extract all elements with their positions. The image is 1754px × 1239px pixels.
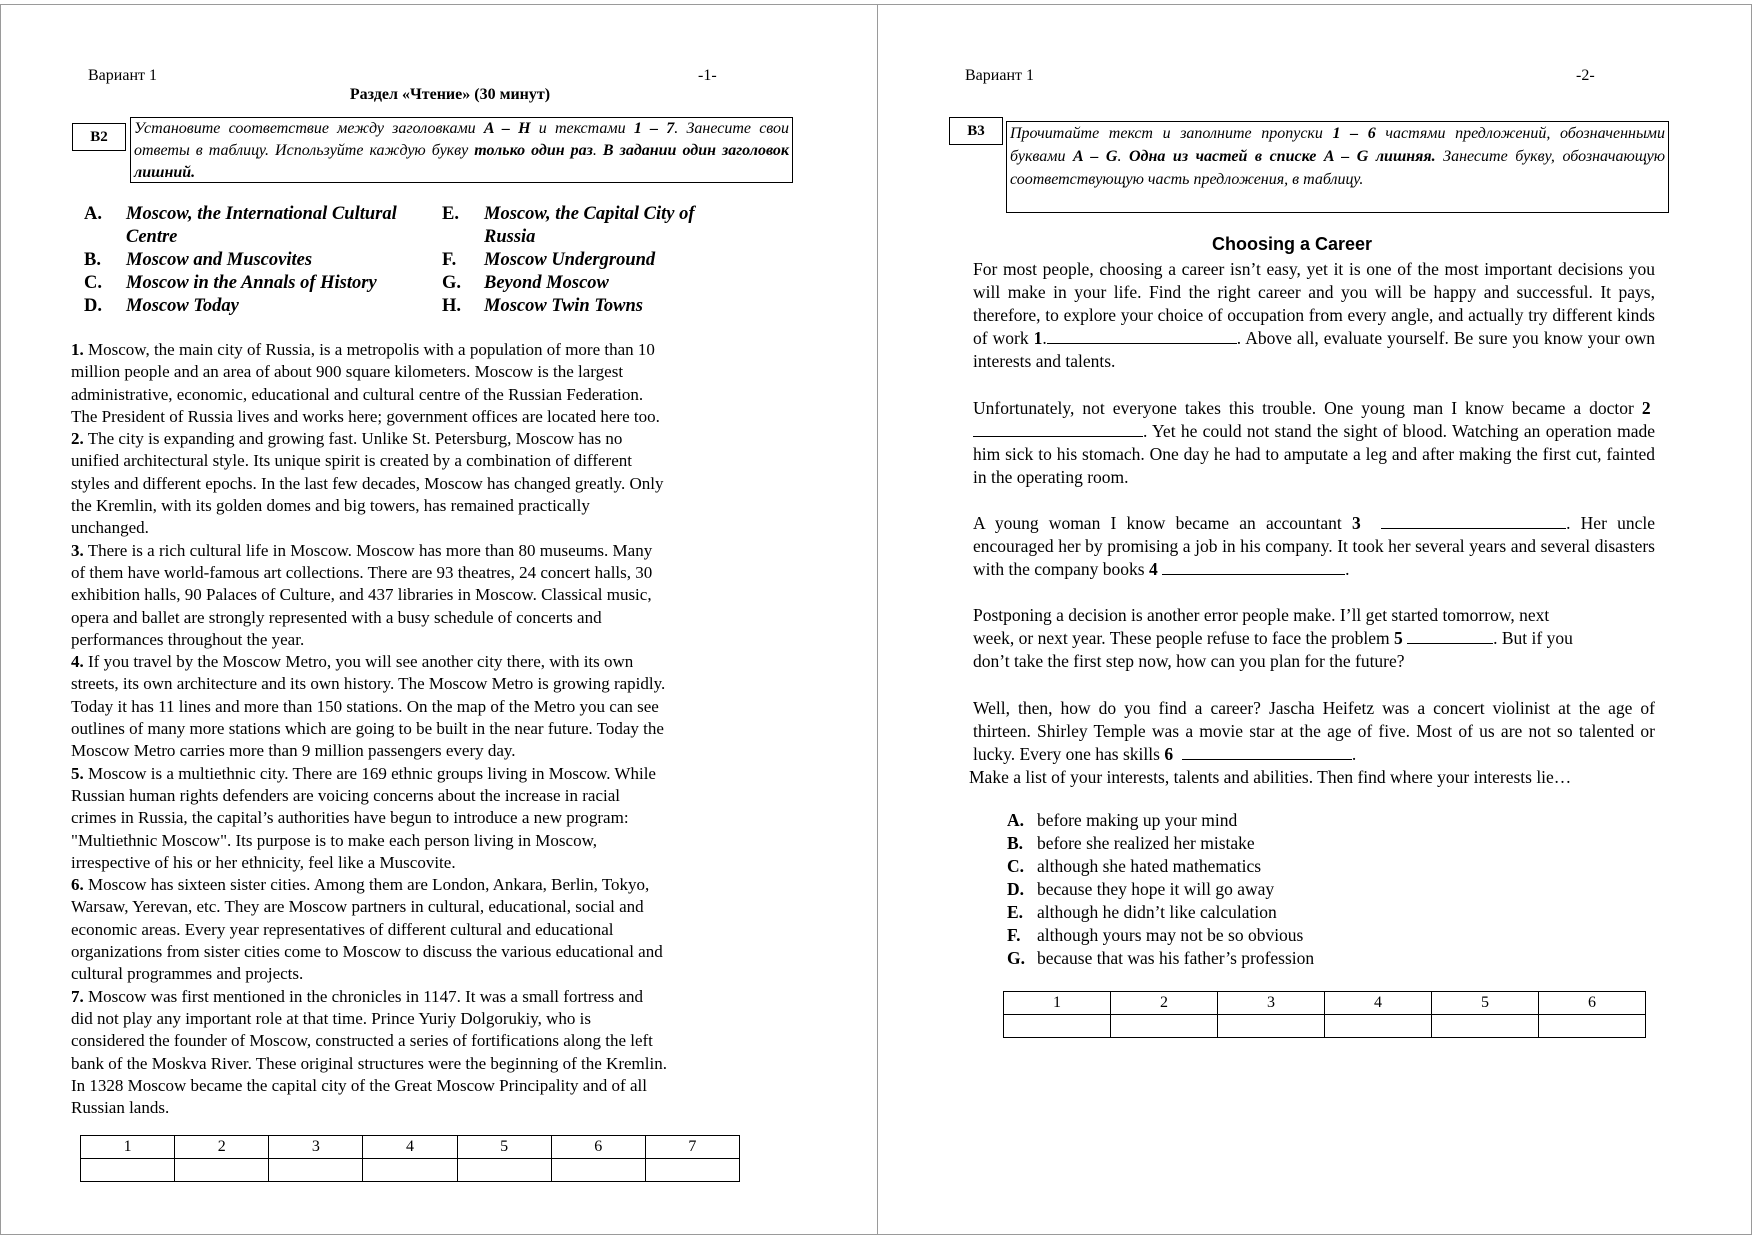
answer-column-number: 4	[1325, 992, 1432, 1015]
line-text: organizations from sister cities come to Moscow to discuss the various educational and	[71, 942, 663, 962]
option-letter: G.	[1007, 948, 1025, 968]
paragraph-2: Unfortunately, not everyone takes this trouble. One young man I know became a doctor 2 . Yet he could not stand the sight of blood. Watching an operation made him sick to his stomach. One day he had to amputate a leg and after making the first cut, fainted in the operating room.	[973, 398, 1655, 487]
answer-column-number: 6	[551, 1136, 645, 1159]
gap-number: 5	[1393, 628, 1403, 648]
answer-table	[1003, 991, 1646, 1038]
text-line	[71, 785, 761, 807]
line-text: million people and an area of about 900 square kilometers. Moscow is the largest	[71, 362, 624, 382]
text-line	[71, 963, 761, 985]
answer-column-number: 2	[175, 1136, 269, 1159]
text-line	[71, 1075, 761, 1097]
option-item	[1007, 901, 1277, 924]
line-text: considered the founder of Moscow, constructed a series of fortifications along the left	[71, 1031, 653, 1051]
text-line	[71, 562, 761, 584]
line-text: There is a rich cultural life in Moscow. Moscow has more than 80 museums. Many	[83, 540, 653, 560]
line-text: Russian lands.	[71, 1098, 170, 1118]
gap-number: 4	[1148, 559, 1158, 579]
answer-cell[interactable]	[457, 1159, 551, 1182]
text-line	[71, 852, 761, 874]
text-line	[71, 673, 761, 695]
text-line	[71, 740, 761, 762]
gap-blank	[1047, 328, 1237, 344]
line-text: Today it has 11 lines and more than 150 stations. On the map of the Metro you can see	[71, 696, 659, 716]
gap-number: 1	[1033, 328, 1043, 348]
option-letter: A.	[1007, 810, 1025, 830]
answer-column-number: 2	[1111, 992, 1218, 1015]
answer-cell[interactable]	[1539, 1015, 1646, 1038]
paragraph-number: 3.	[71, 540, 84, 560]
right-page	[877, 0, 1750, 1239]
line-text: did not play any important role at that time. Prince Yuriy Dolgorukiy, who is	[71, 1008, 591, 1028]
answer-cell[interactable]	[645, 1159, 739, 1182]
option-text: before making up your mind	[1037, 810, 1238, 830]
answer-cell[interactable]	[1218, 1015, 1325, 1038]
left-page: Вариант 1 -1- Раздел «Чтение» (30 минут) B2 Установите соответствие между заголовками A – H и текстами 1 – 7. Занесите свои ответы в таблицу. Используйте каждую букву только один раз. В задании один заголовок лишний. A. Moscow, the International Cultural Centre B. Moscow and Muscovites C. Moscow in the Annals of History D. Moscow Today E. Moscow, the Capital City of Russia F. Moscow Underground G. Beyond Moscow H. Moscow Twin Towns 1. Moscow, the main city of Russia, is a metropolis with a population of more than 10 million people and an area of about 900 square kilometers. Moscow is the largest administrative, economic, educational and cultural centre of the Russian Federation. The President of Russia lives and works here; government offices are located here too. 2. The city is expanding and growing fast. Unlike St. Petersburg, Moscow has no unified architectural style. Its unique spirit is created by a combination of different styles and different epochs. In the last few decades, Moscow has changed greatly. Only the Kremlin, with its golden domes and big towers, has remained practically unchanged. 3. There is a rich cultural life in Moscow. Moscow has more than 80 museums. Many of them have world-famous art collections. There are 93 theatres, 24 concert halls, 30 exhibition halls, 90 Palaces of Culture, and 437 libraries in Moscow. Classical music, opera and ballet are strongly represented with a busy schedule of concerts and performances throughout the year. 4. If you travel by the Moscow Metro, you will see another city there, with its own streets, its own architecture and its own history. The Moscow Metro is growing rapidly. Today it has 11 lines and more than 150 stations. On the map of the Metro you can see outlines of many more stations which are going to be built in the near future. Today the Moscow Metro carries more than 9 million passengers every day. 5. Moscow is a multiethnic city. There are 169 ethnic groups living in Moscow. While Russian human rights defenders are voicing concerns about the increase in racial crimes in Russia, the capital’s authorities have begun to introduce a new program: "Multiethnic Moscow". Its purpose is to make each person living in Moscow, irrespective of his or her ethnicity, feel like a Muscovite. 6. Moscow has sixteen sister cities. Among them are London, Ankara, Berlin, Tokyo, Warsaw, Yerevan, etc. They are Moscow partners in cultural, educational, social and economic areas. Every year representatives of different cultural and educational organizations from sister cities come to Moscow to discuss the various educational and cultural programmes and projects. 7. Moscow was first mentioned in the chronicles in 1147. It was a small fortress and did not play any important role at that time. Prince Yuriy Dolgorukiy, who is considered the founder of Moscow, constructed a series of fortifications along the left bank of the Moskva River. These original structures were the beginning of the Kremlin. In 1328 Moscow became the capital city of the Great Moscow Principality and of all Russian lands. 1 2 3 4 5 6 7	[0, 0, 876, 1239]
answer-cell[interactable]	[1004, 1015, 1111, 1038]
page-number: -2-	[1576, 67, 1595, 84]
text-line	[71, 874, 761, 896]
option-item	[1007, 924, 1303, 947]
reading-text	[71, 339, 761, 1119]
answer-cell[interactable]	[1325, 1015, 1432, 1038]
line-text: styles and different epochs. In the last few decades, Moscow has changed greatly. Only	[71, 473, 664, 493]
paragraph-number: 2.	[71, 429, 84, 449]
option-letter: B.	[1007, 833, 1024, 853]
gap-number: 6	[1164, 744, 1174, 764]
line-text: Moscow Metro carries more than 9 million passengers every day.	[71, 741, 516, 761]
line-text: streets, its own architecture and its own history. The Moscow Metro is growing rapidly.	[71, 674, 666, 694]
paragraph-number: 5.	[71, 763, 84, 783]
text-line	[71, 584, 761, 606]
text-line	[71, 763, 761, 785]
text-line	[71, 406, 761, 428]
option-text: although he didn’t like calculation	[1037, 902, 1277, 922]
text-line	[71, 1053, 761, 1075]
line-text: The President of Russia lives and works here; government offices are located here too.	[71, 406, 660, 426]
line-text: outlines of many more stations which are going to be built in the near future. Today the	[71, 719, 664, 739]
task-instruction: Установите соответствие между заголовками A – H и текстами 1 – 7. Занесите свои ответы в таблицу. Используйте каждую букву только один раз. В задании один заголовок лишний.	[130, 117, 793, 183]
answer-column-number: 3	[1218, 992, 1325, 1015]
line-text: Moscow, the main city of Russia, is a metropolis with a population of more than 10	[83, 340, 655, 359]
line-text: exhibition halls, 90 Palaces of Culture, and 437 libraries in Moscow. Classical music,	[71, 585, 652, 605]
text-line	[71, 941, 761, 963]
option-text: although yours may not be so obvious	[1037, 925, 1304, 945]
text-line	[71, 540, 761, 562]
text-line	[71, 1008, 761, 1030]
line-text: In 1328 Moscow became the capital city of the Great Moscow Principality and of all	[71, 1075, 647, 1095]
text-line	[71, 473, 761, 495]
gap-blank	[1162, 559, 1345, 575]
text-line	[71, 919, 761, 941]
option-letter: F.	[1007, 925, 1021, 945]
variant-label: Вариант 1	[88, 67, 157, 84]
option-text: although she hated mathematics	[1037, 856, 1262, 876]
gap-number: 2	[1641, 398, 1651, 418]
answer-column-number: 4	[363, 1136, 457, 1159]
text-line	[71, 450, 761, 472]
paragraph-number: 7.	[71, 986, 84, 1006]
text-line	[71, 384, 761, 406]
text-line	[71, 517, 761, 539]
line-text: crimes in Russia, the capital’s authorities have begun to introduce a new program:	[71, 808, 629, 828]
page-number: -1-	[698, 67, 717, 84]
answer-column-number: 5	[1432, 992, 1539, 1015]
paragraph-1: For most people, choosing a career isn’t easy, yet it is one of the most important decisions you will make in your life. Find the right career and you will be happy and successful. It pays, therefore, to explore your choice of occupation from every angle, and actually try different kinds of work 1. . Above all, evaluate yourself. Be sure you know your own interests and talents.	[973, 259, 1655, 371]
line-text: the Kremlin, with its golden domes and big towers, has remained practically	[71, 496, 590, 516]
text-line	[71, 361, 761, 383]
text-line	[71, 1030, 761, 1052]
text-line	[71, 607, 761, 629]
answer-cell[interactable]	[1432, 1015, 1539, 1038]
line-text: unchanged.	[71, 518, 149, 538]
text-line	[71, 495, 761, 517]
line-text: economic areas. Every year representatives of different cultural and educational	[71, 919, 614, 939]
text-line	[71, 428, 761, 450]
gap-blank	[973, 421, 1143, 437]
line-text: Moscow is a multiethnic city. There are 169 ethnic groups living in Moscow. While	[83, 763, 656, 783]
task-instruction: Прочитайте текст и заполните пропуски 1 – 6 частями предложений, обозначенными буквами A – G. Одна из частей в списке A – G лишняя. Занесите букву, обозначающую соответствующую часть предложения, в таблицу.	[1006, 121, 1669, 213]
answer-cell[interactable]	[81, 1159, 175, 1182]
line-text: unified architectural style. Its unique spirit is created by a combination of different	[71, 451, 632, 471]
option-text: because they hope it will go away	[1037, 879, 1275, 899]
text-line	[71, 896, 761, 918]
paragraph-4: Postponing a decision is another error people make. I’ll get started tomorrow, next week, or next year. These people refuse to face the problem 5 . But if you don’t take the first step now, how can you plan for the future?	[973, 605, 1573, 671]
answer-column-number: 6	[1539, 992, 1646, 1015]
option-item	[1007, 855, 1261, 878]
gap-number: 3	[1351, 513, 1361, 533]
answer-cell[interactable]	[551, 1159, 645, 1182]
option-item	[1007, 809, 1237, 832]
option-text: before she realized her mistake	[1037, 833, 1255, 853]
paragraph-5-last-line: Make a list of your interests, talents and abilities. Then find where your interests lie…	[969, 767, 1572, 787]
line-text: cultural programmes and projects.	[71, 964, 304, 984]
paragraph-3: A young woman I know became an accountant 3 . Her uncle encouraged her by promising a job in his company. It took her several years and several disasters with the company books 4 .	[973, 513, 1655, 579]
answer-cell[interactable]	[269, 1159, 363, 1182]
paragraph-number: 4.	[71, 652, 84, 672]
line-text: irrespective of his or her ethnicity, feel like a Muscovite.	[71, 852, 456, 872]
option-item	[1007, 947, 1314, 970]
gap-blank	[1182, 744, 1352, 760]
gap-blank	[1407, 628, 1493, 644]
line-text: Moscow was first mentioned in the chronicles in 1147. It was a small fortress and	[83, 986, 644, 1006]
variant-label: Вариант 1	[965, 67, 1034, 84]
line-text: If you travel by the Moscow Metro, you will see another city there, with its own	[83, 652, 634, 672]
line-text: Moscow has sixteen sister cities. Among them are London, Ankara, Berlin, Tokyo,	[83, 875, 650, 895]
text-line	[71, 986, 761, 1008]
text-line	[71, 696, 761, 718]
text-line	[71, 629, 761, 651]
task-tag: B3	[949, 117, 1003, 145]
line-text: of them have world-famous art collections. There are 93 theatres, 24 concert halls, 30	[71, 562, 653, 582]
line-text: "Multiethnic Moscow". Its purpose is to make each person living in Moscow,	[71, 830, 598, 850]
option-letter: D.	[1007, 879, 1025, 899]
answer-column-number: 1	[1004, 992, 1111, 1015]
text-line	[71, 807, 761, 829]
answer-column-number: 1	[81, 1136, 175, 1159]
answer-column-number: 5	[457, 1136, 551, 1159]
option-item	[1007, 832, 1255, 855]
paragraph-5: Well, then, how do you find a career? Jascha Heifetz was a concert violinist at the age of thirteen. Shirley Temple was a movie star at the age of five. Most of us are not so talented or lucky. Every one has skills 6 .	[973, 698, 1655, 764]
line-text: opera and ballet are strongly represented with a busy schedule of concerts and	[71, 607, 602, 627]
option-item	[1007, 878, 1274, 901]
option-letter: E.	[1007, 902, 1024, 922]
line-text: Warsaw, Yerevan, etc. They are Moscow partners in cultural, educational, social and	[71, 897, 644, 917]
task-tag: B2	[72, 123, 126, 151]
paragraph-number: 1.	[71, 340, 84, 359]
answer-cell[interactable]	[175, 1159, 269, 1182]
line-text: Russian human rights defenders are voicing concerns about the increase in racial	[71, 785, 620, 805]
gap-blank	[1381, 513, 1566, 529]
text-line	[71, 651, 761, 673]
answer-column-number: 3	[269, 1136, 363, 1159]
answer-cell[interactable]	[1111, 1015, 1218, 1038]
option-text: because that was his father’s profession	[1037, 948, 1315, 968]
text-line	[71, 1097, 761, 1119]
answer-table	[80, 1135, 740, 1182]
line-text: performances throughout the year.	[71, 629, 305, 649]
answer-cell[interactable]	[363, 1159, 457, 1182]
text-line	[71, 830, 761, 852]
line-text: administrative, economic, educational and cultural centre of the Russian Federation.	[71, 384, 644, 404]
line-text: bank of the Moskva River. These original structures were the beginning of the Kremlin.	[71, 1053, 667, 1073]
option-letter: C.	[1007, 856, 1025, 876]
text-line	[71, 339, 761, 361]
section-title: Раздел «Чтение» (30 минут)	[349, 86, 551, 103]
line-text: The city is expanding and growing fast. Unlike St. Petersburg, Moscow has no	[83, 429, 623, 449]
text-line	[71, 718, 761, 740]
answer-column-number: 7	[645, 1136, 739, 1159]
paragraph-number: 6.	[71, 875, 84, 895]
text-title: Choosing a Career	[1211, 234, 1373, 254]
